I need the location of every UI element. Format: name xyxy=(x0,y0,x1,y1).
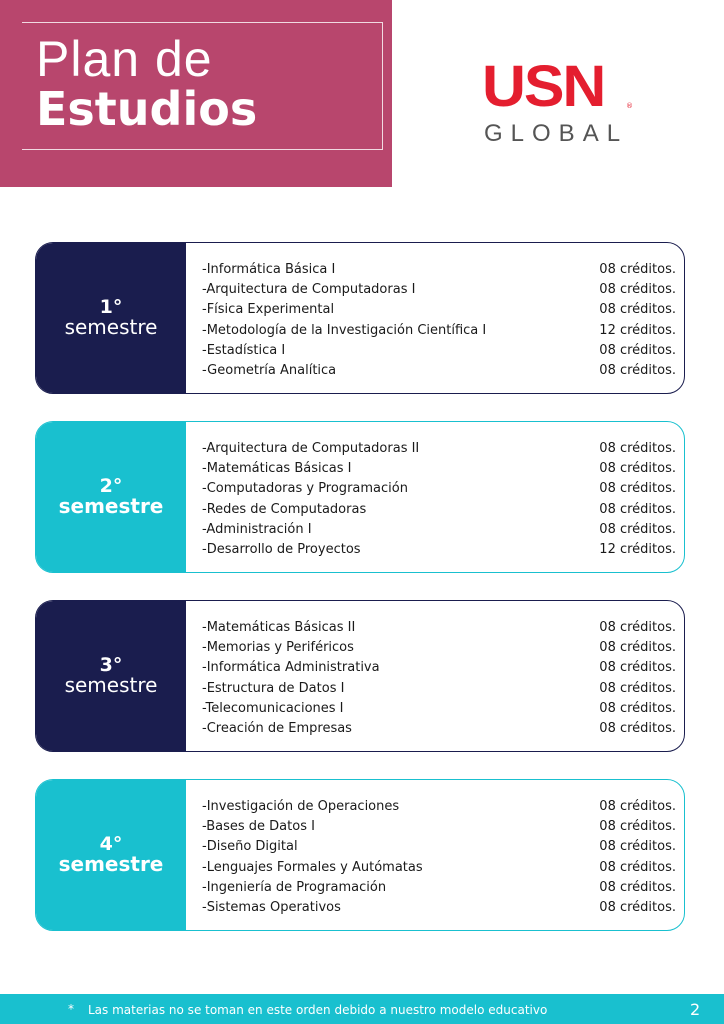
course-list xyxy=(202,797,676,918)
logo-registered-mark: ® xyxy=(626,102,633,110)
logo-usn-text: USN xyxy=(482,54,605,119)
course-row xyxy=(202,898,676,918)
course-list xyxy=(202,618,676,739)
course-credits: 08 créditos. xyxy=(599,700,676,716)
course-credits: 08 créditos. xyxy=(599,660,676,676)
course-name: -Memorias y Periféricos xyxy=(202,640,354,656)
footer-bar xyxy=(0,994,724,1024)
course-name: -Administración I xyxy=(202,521,312,537)
course-row xyxy=(202,280,676,300)
usn-global-logo xyxy=(482,54,633,148)
course-row xyxy=(202,361,676,381)
course-name: -Redes de Computadoras xyxy=(202,501,367,517)
course-credits: 08 créditos. xyxy=(599,720,676,736)
page-number: 2 xyxy=(690,1000,701,1019)
course-name: -Ingeniería de Programación xyxy=(202,879,387,895)
course-name: -Computadoras y Programación xyxy=(202,481,408,497)
course-row xyxy=(202,479,676,499)
semester-word: semestre xyxy=(64,315,158,340)
course-credits: 08 créditos. xyxy=(599,879,676,895)
semester-number: 2° xyxy=(99,474,123,497)
course-credits: 08 créditos. xyxy=(599,302,676,318)
course-row xyxy=(202,658,676,678)
header-banner xyxy=(0,0,392,187)
course-row xyxy=(202,459,676,479)
course-credits: 08 créditos. xyxy=(599,899,676,915)
course-credits: 08 créditos. xyxy=(599,362,676,378)
semester-label xyxy=(36,422,186,572)
course-row xyxy=(202,817,676,837)
course-name: -Matemáticas Básicas I xyxy=(202,461,352,477)
course-row xyxy=(202,719,676,739)
course-row xyxy=(202,837,676,857)
course-credits: 08 créditos. xyxy=(599,501,676,517)
course-credits: 08 créditos. xyxy=(599,799,676,814)
footnote-asterisk: * xyxy=(68,1002,74,1016)
course-name: -Diseño Digital xyxy=(202,839,298,855)
course-row xyxy=(202,679,676,699)
logo-global-text: GLOBAL xyxy=(484,120,629,147)
semester-card-2 xyxy=(35,421,685,573)
page-title-line2: Estudios xyxy=(36,82,258,136)
course-credits: 08 créditos. xyxy=(599,342,676,358)
course-credits: 08 créditos. xyxy=(599,680,676,696)
course-row xyxy=(202,341,676,361)
course-credits: 08 créditos. xyxy=(599,282,676,298)
course-name: -Informática Básica I xyxy=(202,262,336,277)
course-row xyxy=(202,520,676,540)
course-credits: 08 créditos. xyxy=(599,481,676,497)
course-credits: 12 créditos. xyxy=(599,322,676,338)
course-name: -Creación de Empresas xyxy=(202,720,352,736)
semester-word: semestre xyxy=(64,673,158,698)
course-row xyxy=(202,699,676,719)
course-name: -Telecomunicaciones I xyxy=(202,700,344,716)
semester-label xyxy=(36,243,186,393)
course-credits: 08 créditos. xyxy=(599,620,676,635)
course-row xyxy=(202,321,676,341)
course-list xyxy=(202,260,676,381)
course-credits: 12 créditos. xyxy=(599,541,676,557)
course-name: -Investigación de Operaciones xyxy=(202,799,400,814)
course-name: -Desarrollo de Proyectos xyxy=(202,541,361,557)
course-row xyxy=(202,878,676,898)
course-name: -Lenguajes Formales y Autómatas xyxy=(202,859,423,875)
course-list xyxy=(202,439,676,560)
course-credits: 08 créditos. xyxy=(599,521,676,537)
semester-word: semestre xyxy=(58,494,164,519)
semester-card-4 xyxy=(35,779,685,931)
course-credits: 08 créditos. xyxy=(599,262,676,277)
semester-number: 4° xyxy=(99,832,123,855)
course-name: -Arquitectura de Computadoras II xyxy=(202,441,420,456)
course-row xyxy=(202,260,676,280)
course-credits: 08 créditos. xyxy=(599,819,676,835)
page-title-line1: Plan de xyxy=(36,31,213,87)
semester-number: 1° xyxy=(99,295,123,318)
course-row xyxy=(202,300,676,320)
course-row xyxy=(202,500,676,520)
semester-label xyxy=(36,780,186,930)
semester-word: semestre xyxy=(58,852,164,877)
course-name: -Estructura de Datos I xyxy=(202,680,345,696)
course-credits: 08 créditos. xyxy=(599,640,676,656)
course-name: -Metodología de la Investigación Científica I xyxy=(202,322,487,338)
semester-number: 3° xyxy=(99,653,123,676)
course-name: -Informática Administrativa xyxy=(202,660,380,676)
course-credits: 08 créditos. xyxy=(599,461,676,477)
course-row xyxy=(202,858,676,878)
course-row xyxy=(202,439,676,459)
footnote-text: Las materias no se toman en este orden debido a nuestro modelo educativo xyxy=(88,1003,548,1017)
course-name: -Arquitectura de Computadoras I xyxy=(202,282,416,298)
semester-card-1 xyxy=(35,242,685,394)
course-credits: 08 créditos. xyxy=(599,839,676,855)
semester-card-3 xyxy=(35,600,685,752)
course-row xyxy=(202,618,676,638)
course-name: -Geometría Analítica xyxy=(202,362,337,378)
course-name: -Física Experimental xyxy=(202,302,335,318)
course-row xyxy=(202,540,676,560)
course-name: -Matemáticas Básicas II xyxy=(202,620,356,635)
course-row xyxy=(202,638,676,658)
course-name: -Sistemas Operativos xyxy=(202,899,341,915)
course-credits: 08 créditos. xyxy=(599,441,676,456)
course-credits: 08 créditos. xyxy=(599,859,676,875)
course-name: -Bases de Datos I xyxy=(202,819,315,835)
course-name: -Estadística I xyxy=(202,342,286,358)
course-row xyxy=(202,797,676,817)
semester-label xyxy=(36,601,186,751)
